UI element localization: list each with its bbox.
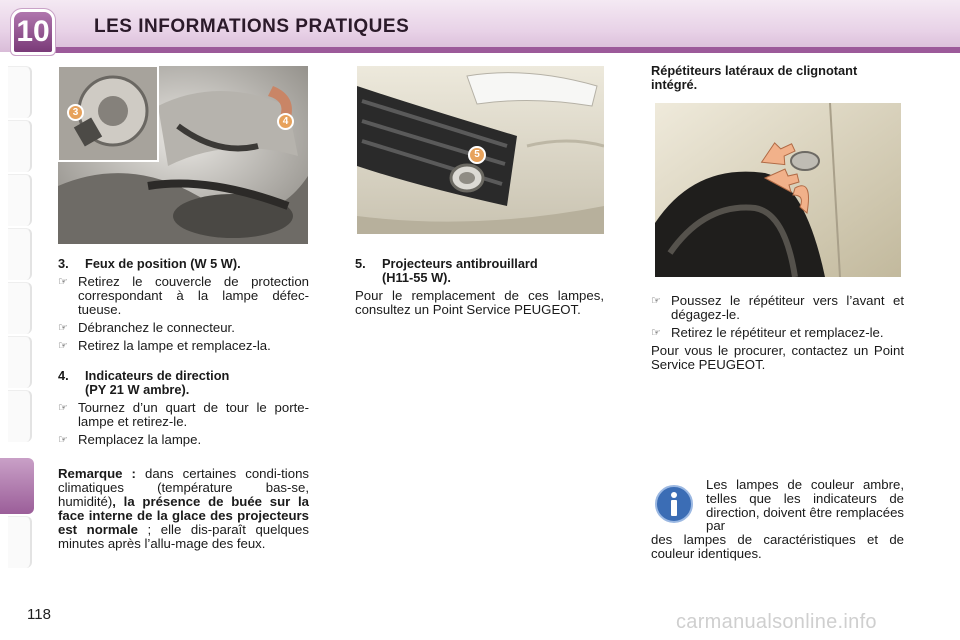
callout-5: 5	[468, 146, 486, 164]
pointing-hand-icon: ☞	[651, 295, 661, 307]
bullet-text: Poussez le répétiteur vers l’avant et dégagez-le.	[671, 293, 904, 322]
chapter-tab[interactable]	[8, 516, 32, 568]
photo-side-repeater	[655, 103, 901, 277]
chapter-tab[interactable]	[8, 390, 32, 442]
bullet-item	[58, 321, 309, 335]
bullet-item	[58, 401, 309, 429]
chapter-tab[interactable]	[8, 282, 32, 334]
bullet-text: Remplacez la lampe.	[78, 432, 202, 447]
item-subtitle: (PY 21 W ambre).	[85, 382, 190, 397]
item-5-heading	[355, 257, 604, 285]
chapter-number: 10	[14, 12, 52, 52]
callout-4: 4	[277, 113, 294, 130]
page-title: LES INFORMATIONS PRATIQUES	[94, 16, 410, 37]
bullet-text: Retirez le répétiteur et remplacez-le.	[671, 325, 884, 340]
bullet-item	[58, 339, 309, 353]
remark-paragraph	[58, 467, 309, 551]
pointing-hand-icon: ☞	[58, 322, 68, 334]
remark-emphasis: , la présence de buée sur la face interne de la glace des projecteurs est normale	[58, 494, 309, 537]
chapter-tab[interactable]	[8, 66, 32, 118]
section-title: Répétiteurs latéraux de clignotant intégré.	[651, 63, 858, 92]
item-number: 4.	[58, 368, 69, 383]
column-middle	[355, 257, 604, 317]
item-title: Feux de position (W 5 W).	[85, 256, 241, 271]
header-rule	[36, 47, 960, 53]
pointing-hand-icon: ☞	[58, 434, 68, 446]
page-number: 118	[27, 606, 51, 623]
bullet-text: Retirez la lampe et remplacez-la.	[78, 338, 271, 353]
item-number: 5.	[355, 256, 366, 271]
pointing-hand-icon: ☞	[651, 327, 661, 339]
column-right-title-block	[651, 64, 904, 94]
info-note	[651, 478, 904, 561]
bullet-item	[58, 275, 309, 317]
bullet-item	[58, 433, 309, 447]
pointing-hand-icon: ☞	[58, 340, 68, 352]
bullet-item	[651, 294, 904, 322]
item-5-text: Pour le remplacement de ces lampes, consultez un Point Service PEUGEOT.	[355, 288, 604, 317]
item-4-heading	[58, 369, 309, 397]
contact-paragraph: Pour vous le procurer, contactez un Point Service PEUGEOT.	[651, 343, 904, 372]
photo-headlight-rear	[58, 66, 308, 244]
item-number: 3.	[58, 256, 69, 271]
chapter-tab[interactable]	[8, 336, 32, 388]
pointing-hand-icon: ☞	[58, 402, 68, 414]
item-title: Projecteurs antibrouillard	[382, 256, 538, 271]
item-title: Indicateurs de direction	[85, 368, 230, 383]
bullet-text: Retirez le couvercle de protection correspondant à la lampe défec-tueuse.	[78, 274, 309, 317]
remark-text: dans certaines condi-tions climatiques (température bas-se, humidité)	[58, 466, 309, 509]
info-text-rest: des lampes de caractéristiques et de couleur identiques.	[651, 532, 904, 561]
info-text-first: Les lampes de couleur ambre, telles que les indicateurs de direction, doivent être remplacées par	[706, 477, 904, 534]
column-right	[651, 290, 904, 372]
chapter-tab[interactable]	[8, 174, 32, 226]
chapter-tab-active[interactable]	[0, 458, 34, 514]
callout-3: 3	[67, 104, 84, 121]
item-3-heading	[58, 257, 309, 271]
bullet-text: Tournez d’un quart de tour le porte-lampe et retirez-le.	[78, 400, 309, 429]
watermark: carmanualsonline.info	[676, 611, 877, 633]
column-left	[58, 257, 309, 551]
chapter-tab[interactable]	[8, 228, 32, 280]
chapter-tab[interactable]	[8, 120, 32, 172]
bullet-text: Débranchez le connecteur.	[78, 320, 235, 335]
item-subtitle: (H11-55 W).	[382, 270, 451, 285]
remark-label: Remarque :	[58, 466, 136, 481]
pointing-hand-icon: ☞	[58, 276, 68, 288]
bullet-item	[651, 326, 904, 340]
remark-text: ; elle dis-paraît quelques minutes après l’allu-mage des feux.	[58, 522, 309, 551]
chapter-tabs	[0, 66, 34, 576]
